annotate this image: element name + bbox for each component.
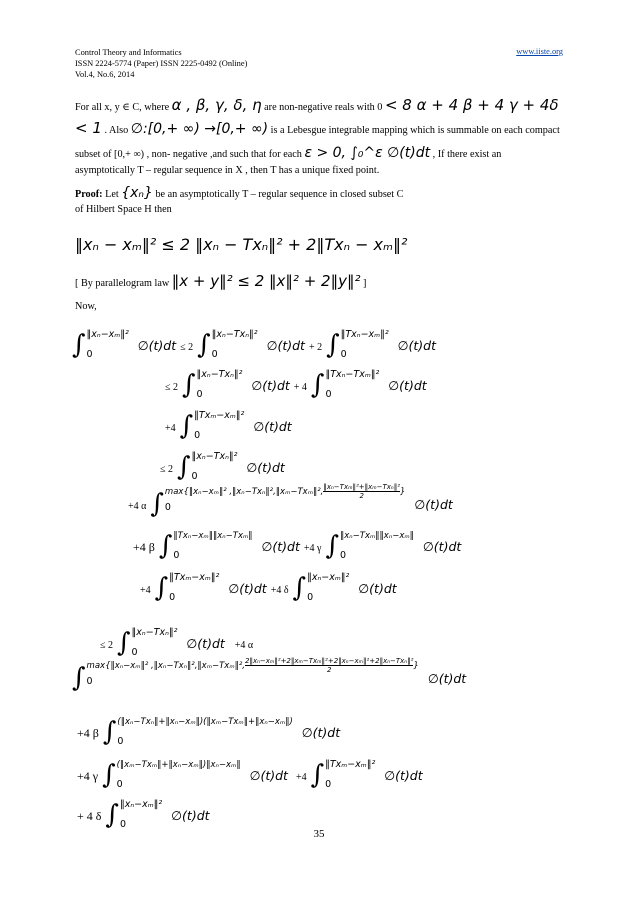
upper-limit: ‖xₙ−Txₙ‖² <box>131 626 178 638</box>
para1-text: subset of [0,+ ∞) , non- negative ,and such that for each <box>75 149 302 160</box>
integral-sign: ∫ <box>179 411 194 441</box>
law-formula: ‖x + y‖² ≤ 2 ‖x‖² + 2‖y‖² <box>171 272 361 290</box>
integrand: ∅(t)dt <box>358 581 397 596</box>
lower-limit: 0 <box>173 549 180 561</box>
fraction-numerator: 2‖xₙ−xₘ‖²+2‖xₘ−Txₘ‖²+2‖xₙ−xₘ‖²+2‖xₙ−Txₙ‖² <box>245 656 414 665</box>
integral-sign: ∫ <box>72 663 86 693</box>
integral-line-12 <box>77 797 210 832</box>
coefficient: +4 <box>295 772 307 783</box>
integral-sign: ∫ <box>292 573 307 603</box>
lower-limit: 0 <box>116 778 123 790</box>
integral-line-7 <box>140 570 397 605</box>
integral-sign: ∫ <box>176 452 191 482</box>
coefficient: +4 γ <box>77 769 99 783</box>
lower-limit: 0 <box>117 735 124 747</box>
integrand: ∅(t)dt <box>171 808 210 823</box>
max-upper-b: } <box>400 486 406 497</box>
greek-params: α , β, γ, δ, η <box>171 96 262 114</box>
max-upper-a: max{‖xₙ−xₘ‖² ,‖xₙ−Txₙ‖²,‖xₘ−Txₘ‖², <box>164 486 324 497</box>
integrand: ∅(t)dt <box>384 768 423 783</box>
integral-line-3 <box>165 408 292 443</box>
upper-limit: ‖Txₙ−Txₘ‖² <box>325 368 380 380</box>
sequence-symbol: {xₙ} <box>121 185 153 201</box>
now-label: Now, <box>75 301 97 312</box>
upper-limit-max <box>165 483 406 500</box>
coefficient: +4 β <box>133 540 155 554</box>
proof-line2: of Hilbert Space H then <box>75 204 172 215</box>
integrand: ∅(t)dt <box>137 338 177 353</box>
fraction <box>245 657 413 674</box>
lower-limit: 0 <box>325 778 332 790</box>
integral-sign: ∫ <box>310 370 325 400</box>
para1-text: is a Lebesgue integrable mapping which is summable on each compact <box>270 125 560 136</box>
integral-line-6 <box>133 528 461 563</box>
para1-line3 <box>75 146 501 162</box>
lower-limit: 0 <box>164 501 171 513</box>
coefficient: + 2 <box>308 342 323 353</box>
upper-limit: ‖Txₘ−xₘ‖² <box>169 571 220 583</box>
page-number: 35 <box>313 828 325 840</box>
para1-line4: asymptotically T – regular sequence in X , then T has a unique fixed point. <box>75 165 380 176</box>
lower-limit: 0 <box>194 429 201 441</box>
para1-text: , If there exist an <box>432 149 502 160</box>
volume-line: Vol.4, No.6, 2014 <box>75 70 135 79</box>
parallelogram-law <box>75 274 366 291</box>
coefficient: +4 <box>165 423 176 434</box>
coefficient: +4 β <box>77 726 99 740</box>
coefficient: ≤ 2 <box>165 382 178 393</box>
integral-sign: ∫ <box>102 717 117 747</box>
lower-limit: 0 <box>340 348 347 360</box>
max-upper-b: } <box>413 660 419 671</box>
upper-limit-max <box>87 657 419 674</box>
lower-limit: 0 <box>307 591 314 603</box>
para1-text: For all x, y ∈ C, where <box>75 102 170 113</box>
coefficient: + 4 δ <box>77 809 102 823</box>
proof-label: Proof: <box>75 189 103 200</box>
integrand: ∅(t)dt <box>427 671 467 686</box>
lower-limit: 0 <box>169 591 176 603</box>
main-inequality: ‖xₙ − xₘ‖² ≤ 2 ‖xₙ − Txₙ‖² + 2‖Txₙ − xₘ‖² <box>75 235 408 254</box>
lower-limit: 0 <box>211 348 218 360</box>
coefficient: ≤ 2 <box>100 640 113 651</box>
upper-limit: ‖xₙ−xₘ‖² <box>307 571 350 583</box>
proof-text: be an asymptotically T – regular sequence in closed subset C <box>155 189 404 200</box>
integral-sign: ∫ <box>310 760 325 790</box>
integral-line-10 <box>77 714 340 749</box>
integral-line-8 <box>100 625 253 660</box>
fraction-denominator: 2 <box>359 491 364 500</box>
coefficient: +4 α <box>234 640 254 651</box>
upper-limit: ‖xₙ−xₘ‖² <box>119 798 163 810</box>
upper-limit: ‖Txₙ−xₘ‖‖xₙ−Txₘ‖ <box>173 530 253 541</box>
upper-limit: ‖xₙ−Txₙ‖² <box>191 450 238 462</box>
upper-limit: (‖xₘ−Txₘ‖+‖xₙ−xₘ‖)‖xₙ−xₘ‖ <box>116 759 241 770</box>
inequality-end: < 1 <box>75 119 102 137</box>
integral-sign: ∫ <box>105 800 119 830</box>
lower-limit: 0 <box>131 646 138 658</box>
integral-sign: ∫ <box>158 531 173 561</box>
lower-limit: 0 <box>191 470 198 482</box>
lower-limit: 0 <box>86 675 93 687</box>
integrand: ∅(t)dt <box>253 419 292 434</box>
fraction-numerator: ‖xₙ−Txₘ‖²+‖xₘ−Txₙ‖² <box>323 482 401 491</box>
fraction <box>323 483 400 500</box>
para1-line1 <box>75 98 559 115</box>
journal-title: Control Theory and Informatics <box>75 48 182 57</box>
upper-limit: ‖xₙ−Txₙ‖² <box>211 328 258 340</box>
integrand: ∅(t)dt <box>228 581 267 596</box>
mapping-def: ∅:[0,+ ∞) →[0,+ ∞) <box>130 121 269 137</box>
integrand: ∅(t)dt <box>301 725 341 740</box>
lower-limit: 0 <box>196 388 203 400</box>
integrand: ∅(t)dt <box>397 338 437 353</box>
coefficient: ≤ 2 <box>160 464 173 475</box>
integral-line-11 <box>77 757 423 792</box>
integrand: ∅(t)dt <box>246 460 285 475</box>
proof-line1 <box>75 186 403 202</box>
integral-sign: ∫ <box>154 573 169 603</box>
coefficient: +4 α <box>128 501 147 512</box>
integrand: ∅(t)dt <box>249 768 288 783</box>
issn-line: ISSN 2224-5774 (Paper) ISSN 2225-0492 (Online) <box>75 59 248 68</box>
journal-url-link[interactable]: www.iiste.org <box>516 47 563 56</box>
integrand: ∅(t)dt <box>388 378 427 393</box>
integral-sign: ∫ <box>326 330 340 360</box>
epsilon-integral: ε > 0, ∫₀^ε ∅(t)dt <box>304 145 431 161</box>
coefficient: +4 γ <box>303 543 322 554</box>
integral-sign: ∫ <box>325 531 339 561</box>
proof-text: Let <box>105 189 119 200</box>
para1-text: are non-negative reals with 0 <box>264 102 383 113</box>
lower-limit: 0 <box>325 388 332 400</box>
upper-limit: ‖Txₘ−xₘ‖² <box>194 409 245 421</box>
para1-line2 <box>75 121 560 138</box>
coefficient: +4 <box>140 585 151 596</box>
integrand: ∅(t)dt <box>414 497 453 512</box>
lower-limit: 0 <box>86 348 93 360</box>
coefficient: ≤ 2 <box>180 342 194 353</box>
integrand: ∅(t)dt <box>261 539 300 554</box>
law-suffix: ] <box>363 278 367 289</box>
law-prefix: [ By parallelogram law <box>75 278 170 289</box>
integral-sign: ∫ <box>181 370 196 400</box>
integral-line-4 <box>160 449 285 484</box>
integral-sign: ∫ <box>102 760 116 790</box>
integral-line-9 <box>72 656 467 695</box>
upper-limit: (‖xₙ−Txₙ‖+‖xₙ−xₘ‖)(‖xₘ−Txₘ‖+‖xₙ−xₘ‖) <box>117 716 293 727</box>
upper-limit: ‖Txₘ−xₘ‖² <box>325 758 376 770</box>
integrand: ∅(t)dt <box>422 539 462 554</box>
para1-text: . Also <box>104 125 129 136</box>
integral-line-2 <box>165 367 427 402</box>
integral-sign: ∫ <box>72 330 86 360</box>
upper-limit: ‖xₙ−Txₘ‖‖xₙ−xₘ‖ <box>339 530 414 541</box>
max-upper-a: max{‖xₙ−xₘ‖² ,‖xₙ−Txₙ‖²,‖xₘ−Txₘ‖², <box>86 660 245 671</box>
integral-sign: ∫ <box>116 628 131 658</box>
param-inequality: < 8 α + 4 β + 4 γ + 4δ <box>384 96 559 114</box>
integral-sign: ∫ <box>150 489 164 519</box>
upper-limit: ‖xₙ−xₘ‖² <box>86 328 129 340</box>
coefficient: + 4 <box>293 382 307 393</box>
upper-limit: ‖xₙ−Txₙ‖² <box>196 368 243 380</box>
lower-limit: 0 <box>119 818 126 830</box>
upper-limit: ‖Txₙ−xₘ‖² <box>340 328 389 340</box>
integrand: ∅(t)dt <box>186 636 225 651</box>
integral-line-5 <box>128 482 453 521</box>
coefficient: +4 δ <box>270 585 289 596</box>
integral-line-1 <box>72 327 436 362</box>
integrand: ∅(t)dt <box>266 338 305 353</box>
integrand: ∅(t)dt <box>251 378 290 393</box>
integral-sign: ∫ <box>197 330 211 360</box>
lower-limit: 0 <box>339 549 347 561</box>
fraction-denominator: 2 <box>326 665 332 674</box>
